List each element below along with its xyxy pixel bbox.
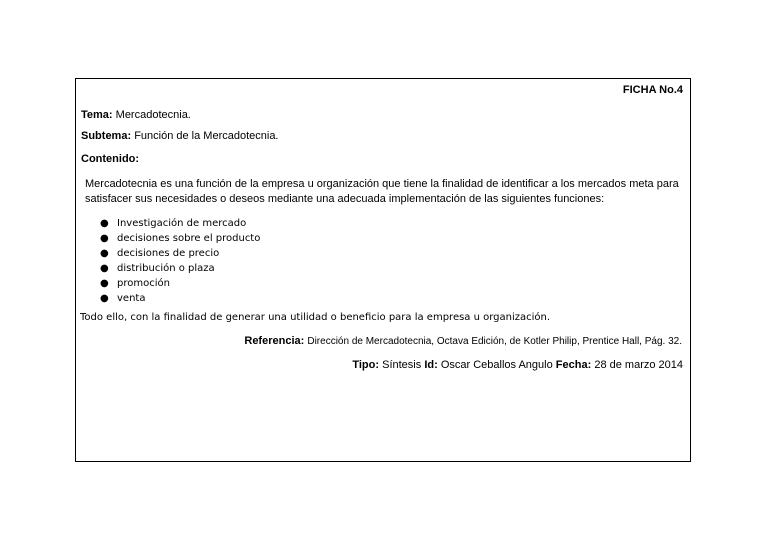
id-value: Oscar Ceballos Angulo — [440, 359, 553, 371]
bullet-icon: ● — [100, 218, 109, 229]
tipo-value: Síntesis — [382, 359, 422, 371]
contenido-line-2: satisfacer sus necesidades o deseos mediante una adecuada implementación de las siguientes funciones: — [85, 193, 605, 205]
functions-list — [85, 216, 260, 306]
ficha-card — [75, 78, 691, 462]
contenido-label: Contenido: — [81, 153, 140, 165]
contenido-text — [85, 177, 679, 207]
conclusion-text: Todo ello, con la finalidad de generar una utilidad o beneficio para la empresa u organización. — [80, 312, 551, 323]
bullet-icon: ● — [100, 293, 109, 304]
subtema-label: Subtema: — [81, 130, 132, 142]
tema-value: Mercadotecnia. — [115, 109, 191, 121]
list-item: ● venta — [100, 293, 146, 304]
tipo-label: Tipo: — [352, 359, 380, 371]
tema-label: Tema: — [81, 109, 113, 121]
fecha-value: 28 de marzo 2014 — [594, 359, 683, 371]
list-item: ● decisiones sobre el producto — [100, 233, 261, 244]
ficha-title: FICHA No.4 — [622, 84, 683, 96]
tema-line — [81, 109, 191, 122]
bullet-icon: ● — [100, 278, 109, 289]
list-item: ● Investigación de mercado — [100, 218, 247, 229]
tipo-line — [352, 359, 683, 372]
id-label: Id: — [424, 359, 438, 371]
list-item: ● distribución o plaza — [100, 263, 215, 274]
list-item: ● decisiones de precio — [100, 248, 220, 259]
subtema-value: Función de la Mercadotecnia. — [134, 130, 279, 142]
referencia-label: Referencia: — [244, 335, 305, 347]
bullet-icon: ● — [100, 233, 109, 244]
bullet-icon: ● — [100, 248, 109, 259]
referencia-line — [244, 335, 682, 348]
list-item: ● promoción — [100, 278, 170, 289]
referencia-value: Dirección de Mercadotecnia, Octava Edición, de Kotler Philip, Prentice Hall, Pág. 32. — [307, 336, 682, 347]
bullet-icon: ● — [100, 263, 109, 274]
contenido-line-1: Mercadotecnia es una función de la empresa u organización que tiene la finalidad de identificar a los mercados meta para — [85, 178, 679, 190]
fecha-label: Fecha: — [555, 359, 592, 371]
subtema-line — [81, 130, 279, 143]
